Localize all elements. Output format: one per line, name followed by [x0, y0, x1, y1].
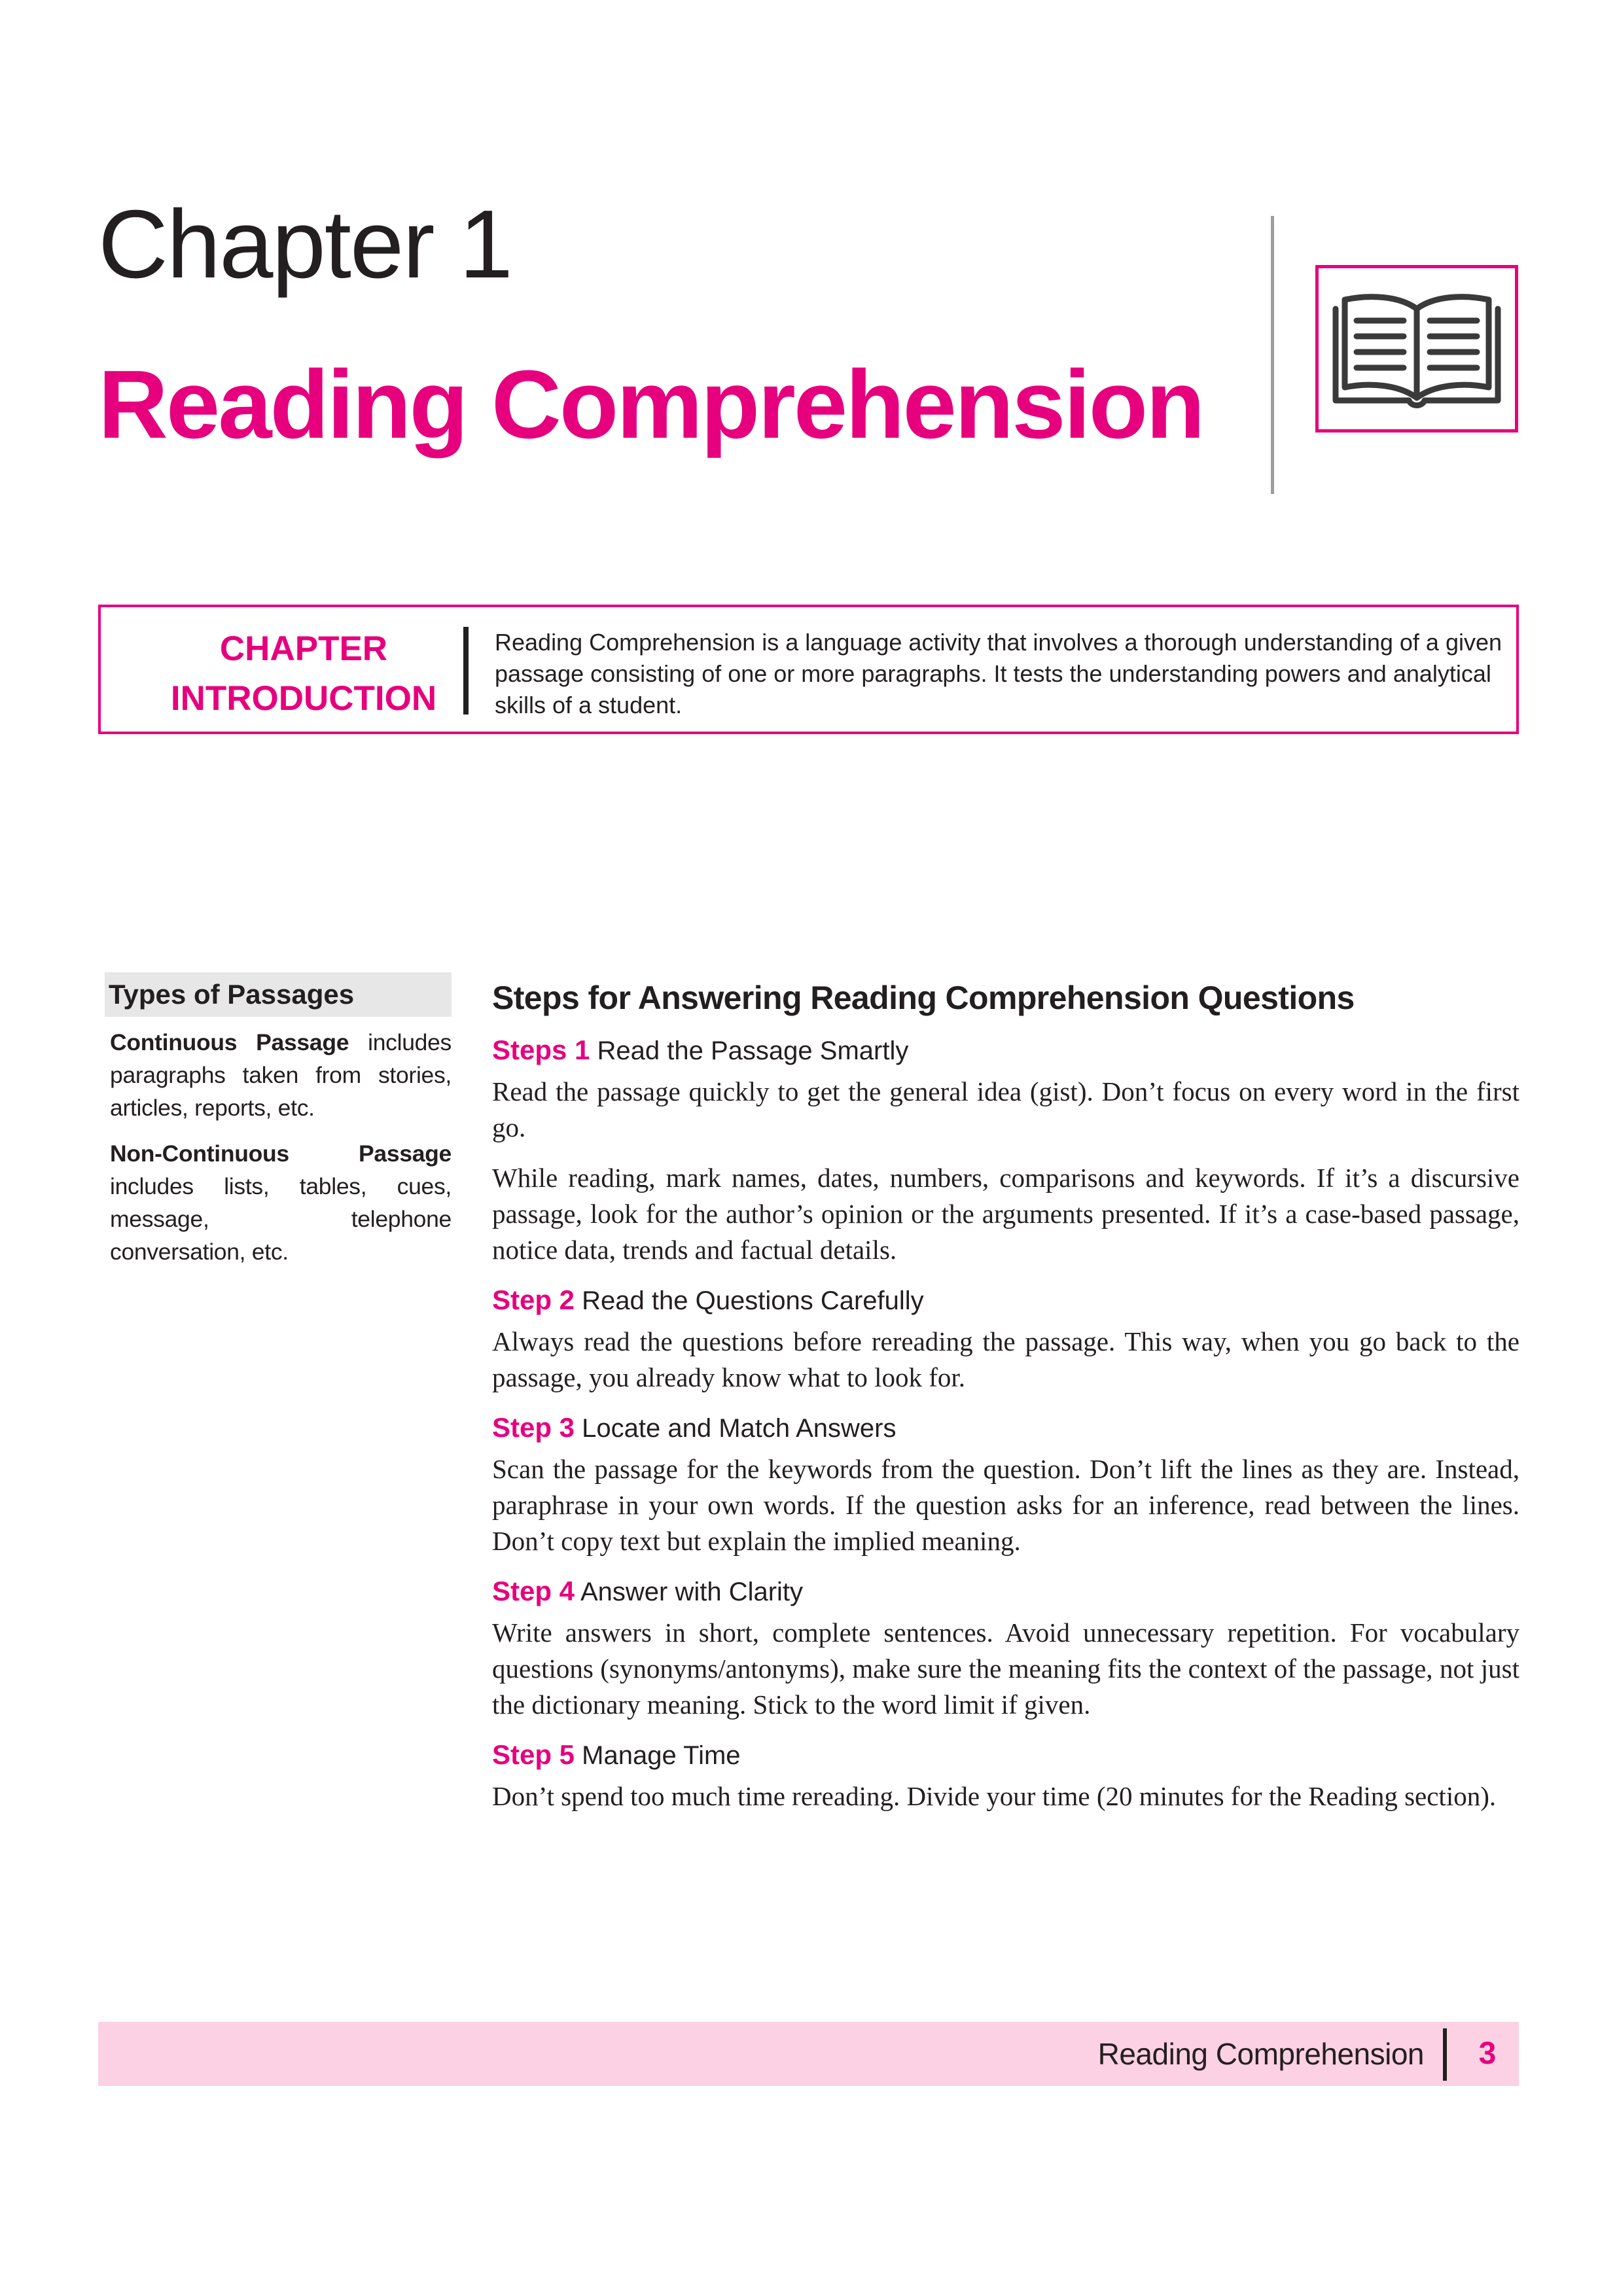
- sidebar-item-description: includes paragraphs taken from stories, articles, reports, etc.: [110, 1029, 452, 1121]
- sidebar-item-term: Non-Continuous Passage: [110, 1140, 452, 1167]
- types-of-passages-sidebar: [105, 972, 452, 1281]
- chapter-introduction-heading: [114, 624, 493, 724]
- chapter-introduction-box: [98, 605, 1519, 734]
- chapter-introduction-text: Reading Comprehension is a language activity that involves a thorough understanding of a given passage consisting of one or more paragraphs. It tests the understanding powers and analytical skills of a student.: [495, 629, 1502, 718]
- intro-heading-line1: CHAPTER: [219, 629, 388, 668]
- intro-heading-line2: INTRODUCTION: [170, 679, 437, 718]
- step-paragraph: Write answers in short, complete sentences. Avoid unnecessary repetition. For vocabulary questions (synonyms/antonyms), make sure the meaning fits the context of the passage, not just the dictionary meaning. Stick to the word limit if given.: [492, 1617, 1519, 1720]
- step-label: Step 2: [492, 1284, 575, 1315]
- step-paragraph: While reading, mark names, dates, numbers, comparisons and keywords. If it’s a discursive passage, look for the author’s opinion or the arguments presented. If it’s a case-based passage, notice data, trends and factual details.: [492, 1163, 1519, 1265]
- sidebar-item-term: Continuous Passage: [110, 1029, 349, 1055]
- sidebar-title: Types of Passages: [105, 972, 452, 1017]
- step-paragraph: Always read the questions before rereading the passage. This way, when you go back to the passage, you already know what to look for.: [492, 1326, 1519, 1392]
- step-title: Read the Questions Carefully: [582, 1286, 924, 1315]
- step-title: Locate and Match Answers: [582, 1414, 897, 1443]
- step-label: Step 5: [492, 1739, 575, 1770]
- chapter-title: Reading Comprehension: [98, 351, 1203, 459]
- step-title: Answer with Clarity: [580, 1578, 804, 1606]
- open-book-icon: [1330, 283, 1503, 415]
- step-heading: [492, 1033, 1519, 1069]
- step-paragraph: Scan the passage for the keywords from the question. Don’t lift the lines as they are. Instead, paraphrase in your own words. If the question asks for an inference, read between the lines. Don’t copy text but explain the implied meaning.: [492, 1454, 1519, 1556]
- step-heading: [492, 1574, 1519, 1610]
- step-title: Read the Passage Smartly: [597, 1036, 909, 1065]
- step-paragraph: Don’t spend too much time rereading. Divide your time (20 minutes for the Reading section).: [492, 1781, 1497, 1811]
- header-divider: [1271, 216, 1274, 494]
- intro-divider: [463, 627, 469, 715]
- section-heading: Steps for Answering Reading Comprehension Questions: [492, 980, 1355, 1016]
- step-heading: [492, 1737, 1519, 1773]
- step-paragraph: Read the passage quickly to get the general idea (gist). Don’t focus on every word in the first go.: [492, 1076, 1519, 1142]
- page-number: 3: [1478, 2036, 1497, 2071]
- step-label: Step 4: [492, 1576, 575, 1606]
- footer-divider: [1443, 2028, 1447, 2081]
- step-heading: [492, 1282, 1519, 1318]
- sidebar-item: [110, 1137, 452, 1268]
- sidebar-item-description: includes lists, tables, cues, message, telephone conversation, etc.: [110, 1173, 452, 1265]
- step-label: Step 3: [492, 1412, 575, 1443]
- book-icon-frame: [1315, 265, 1518, 433]
- step-title: Manage Time: [582, 1741, 741, 1770]
- sidebar-item: [110, 1026, 452, 1124]
- chapter-label: Chapter 1: [98, 190, 512, 298]
- footer-title: Reading Comprehension: [1097, 2037, 1424, 2071]
- step-label: Steps 1: [492, 1034, 590, 1065]
- steps-section: [492, 976, 1519, 1829]
- page-footer: [98, 2022, 1519, 2086]
- step-heading: [492, 1410, 1519, 1446]
